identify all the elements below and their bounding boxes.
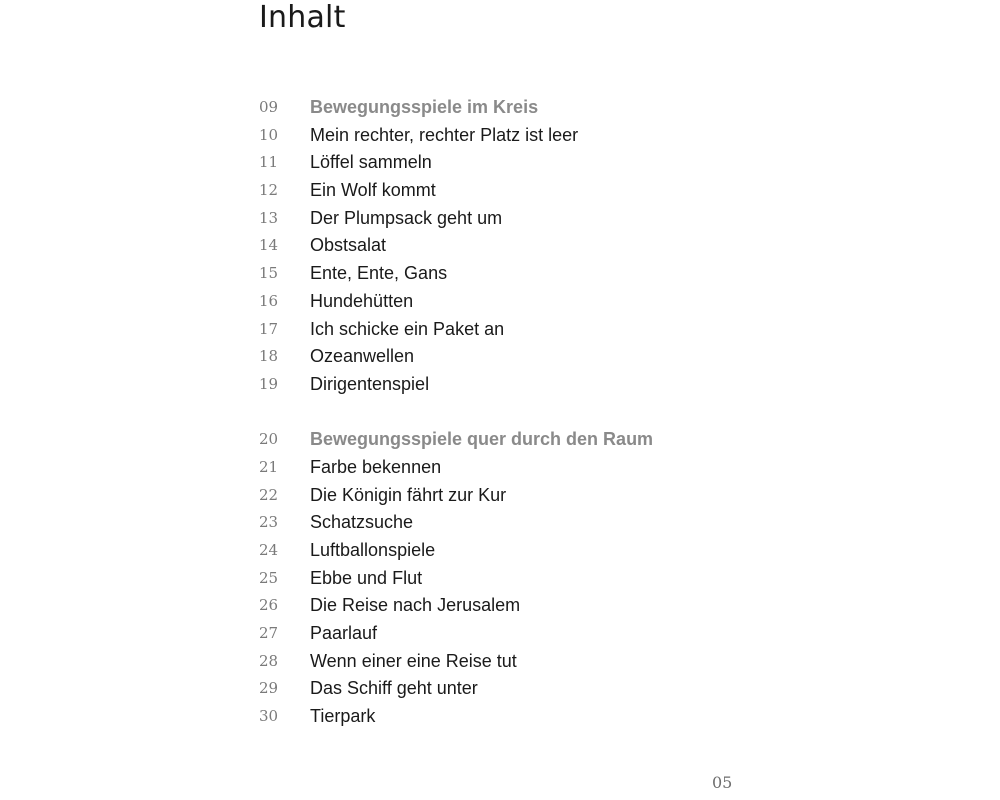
toc-entry-label: Obstsalat (310, 235, 387, 256)
toc-page-number: 27 (259, 624, 279, 643)
toc-page-number: 18 (259, 347, 279, 366)
toc-entry (259, 454, 739, 482)
toc-entry (259, 205, 739, 233)
toc-section-heading (259, 426, 739, 454)
toc-entry (259, 482, 739, 510)
toc-entry (259, 537, 739, 565)
toc-entry-label: Ente, Ente, Gans (310, 263, 448, 284)
toc-page-number: 28 (259, 651, 279, 670)
toc-page-number: 11 (259, 153, 279, 172)
toc-page-number: 23 (259, 513, 279, 532)
toc-entry (259, 675, 739, 703)
toc-entry-label: Dirigentenspiel (310, 373, 430, 394)
toc-entry-label: Wenn einer eine Reise tut (310, 650, 517, 671)
toc-entry (259, 316, 739, 344)
toc-heading-label: Bewegungsspiele quer durch den Raum (310, 429, 654, 450)
toc-page-number: 19 (259, 374, 279, 393)
toc-section-heading (259, 94, 739, 122)
toc-entry-label: Schatzsuche (310, 512, 414, 533)
toc-section (259, 426, 739, 731)
toc-page-number: 26 (259, 596, 279, 615)
toc-entry (259, 509, 739, 537)
toc-entry (259, 177, 739, 205)
toc-heading-label: Bewegungsspiele im Kreis (310, 97, 539, 117)
toc-page-number: 17 (259, 319, 279, 338)
toc-page-number: 20 (259, 430, 279, 449)
toc-entry-label: Hundehütten (310, 290, 414, 311)
toc-page-number: 24 (259, 541, 279, 559)
toc-entry-label: Farbe bekennen (310, 456, 442, 477)
toc-entry-label: Ein Wolf kommt (310, 180, 436, 201)
toc-page-number: 10 (259, 125, 279, 144)
toc-entry-label: Die Königin fährt zur Kur (310, 484, 507, 505)
toc-page-number: 29 (259, 679, 279, 698)
toc-page-number: 15 (259, 264, 279, 283)
toc-entry-label: Ich schicke ein Paket an (310, 318, 505, 339)
toc-entry (259, 620, 739, 648)
toc-entry (259, 122, 739, 150)
toc-entry (259, 592, 739, 620)
toc-page-number: 14 (259, 236, 279, 255)
toc-entry-label: Mein rechter, rechter Platz ist leer (310, 124, 579, 145)
toc-entry (259, 149, 739, 177)
toc-entry (259, 703, 739, 731)
table-of-contents (259, 94, 739, 731)
toc-entry (259, 288, 739, 316)
page-number: 05 (712, 773, 733, 792)
toc-page-number: 16 (259, 291, 279, 310)
toc-entry-label: Ebbe und Flut (310, 567, 423, 588)
toc-page-number: 21 (259, 457, 279, 476)
toc-entry-label: Luftballonspiele (310, 540, 436, 560)
toc-page-number: 25 (259, 568, 279, 587)
toc-page-number: 22 (259, 485, 279, 504)
toc-entry-label: Ozeanwellen (310, 346, 415, 367)
toc-entry-label: Paarlauf (310, 623, 378, 644)
toc-entry (259, 371, 739, 399)
toc-entry-label: Löffel sammeln (310, 152, 432, 173)
toc-page-number: 12 (259, 181, 279, 200)
page-title: Inhalt (259, 0, 346, 35)
toc-page-number: 30 (259, 707, 279, 726)
toc-section (259, 94, 739, 399)
toc-entry (259, 648, 739, 676)
toc-entry (259, 565, 739, 593)
toc-entry-label: Tierpark (310, 706, 376, 727)
toc-entry-label: Die Reise nach Jerusalem (310, 595, 521, 616)
toc-page-number: 13 (259, 208, 279, 227)
toc-entry (259, 260, 739, 288)
toc-entry (259, 232, 739, 260)
toc-entry-label: Der Plumpsack geht um (310, 207, 503, 228)
toc-entry-label: Das Schiff geht unter (310, 678, 478, 699)
toc-entry (259, 343, 739, 371)
toc-page-number: 09 (259, 98, 279, 116)
